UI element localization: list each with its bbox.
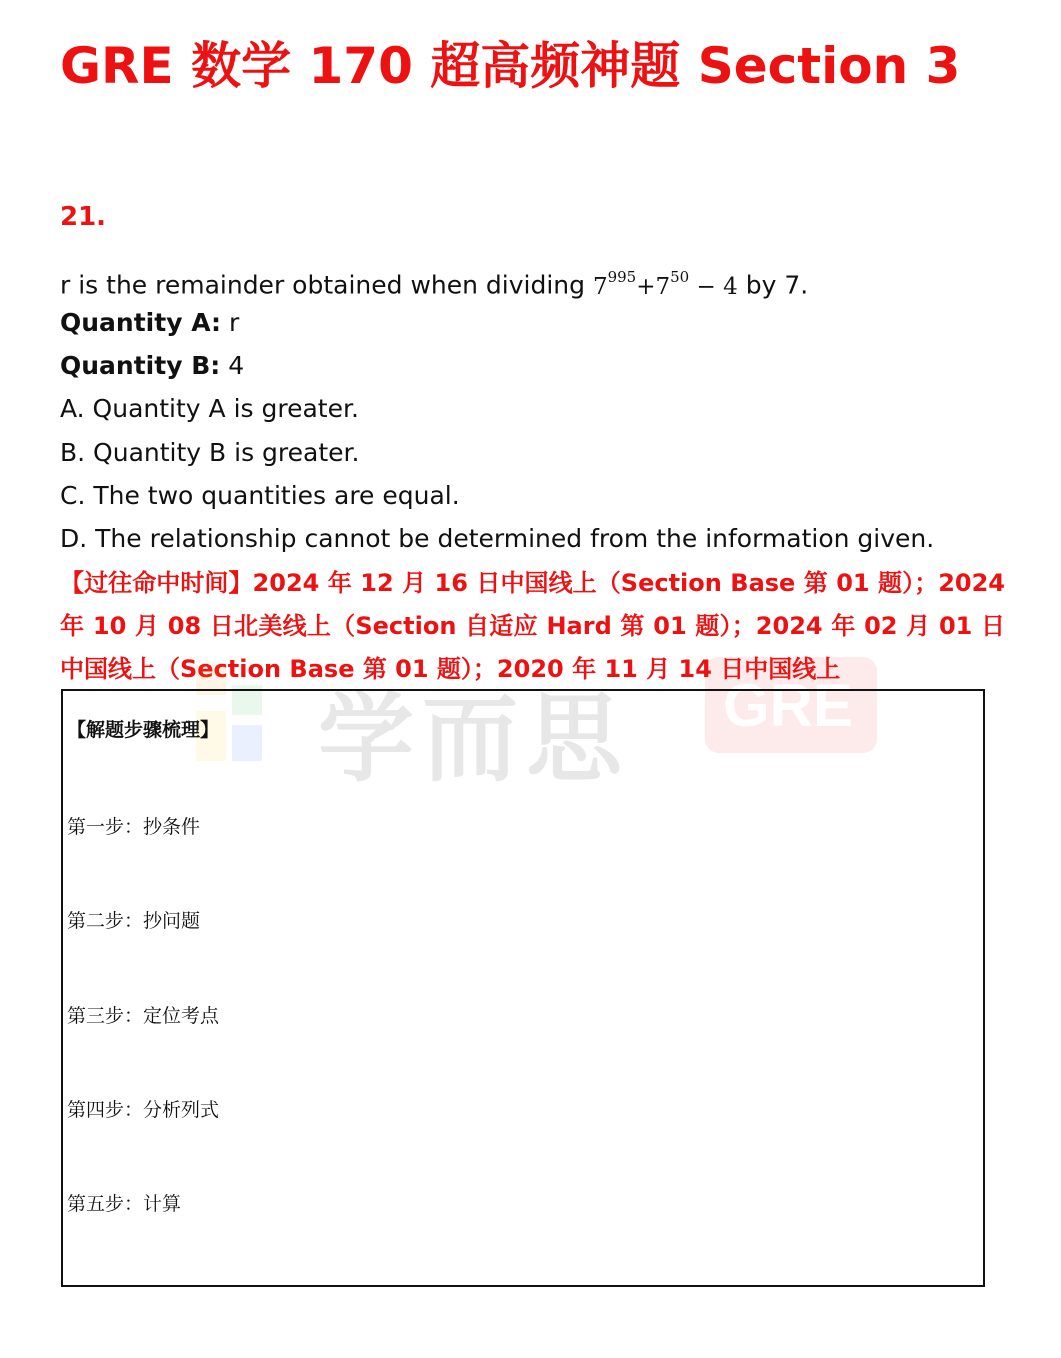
quantity-a-label: Quantity A: [60, 308, 221, 337]
past-appearances-note: 【过往命中时间】2024 年 12 月 16 日中国线上（Section Base 第 01 题）；2024 年 10 月 08 日北美线上（Section 自适应 Hard 第 01 题）；2024 年 02 月 01 日中国线上（Section Base 第 01 题）；2020 年 11 月 14 日中国线上 [60, 569, 1005, 683]
watermark-text: 学而思 [318, 683, 630, 795]
step-3: 第三步：定位考点 [67, 1005, 220, 1027]
quantity-b-value: 4 [220, 351, 245, 380]
option-b[interactable]: B. Quantity B is greater. [60, 438, 360, 467]
quantity-a-value: r [221, 308, 240, 337]
stem-prefix: r is the remainder obtained when dividing [60, 270, 593, 300]
math-expression [592, 268, 738, 300]
quantity-a [60, 306, 239, 340]
math-exponent-2: 50 [670, 268, 690, 286]
math-minus: − 4 [689, 273, 738, 300]
quantity-b [60, 349, 244, 383]
math-base-2: 7 [655, 273, 671, 300]
step-1: 第一步：抄条件 [67, 816, 201, 838]
steps-heading: 【解题步骤梳理】 [67, 719, 220, 741]
stem-suffix: by 7. [737, 270, 809, 300]
math-plus: + [636, 273, 656, 300]
page-title: GRE 数学 170 超高频神题 Section 3 [60, 37, 961, 95]
solution-steps-box [61, 689, 985, 1287]
math-base-1: 7 [592, 273, 608, 300]
step-5: 第五步：计算 [67, 1193, 182, 1215]
question-number: 21. [60, 202, 107, 232]
step-2: 第二步：抄问题 [67, 910, 201, 932]
option-a[interactable]: A. Quantity A is greater. [60, 394, 359, 423]
step-4: 第四步：分析列式 [67, 1099, 220, 1121]
option-c[interactable]: C. The two quantities are equal. [60, 481, 460, 510]
option-d[interactable]: D. The relationship cannot be determined from the information given. [60, 524, 935, 553]
math-exponent-1: 995 [607, 268, 637, 286]
question-stem [60, 263, 808, 304]
watermark-badge-text: GRE [723, 672, 854, 739]
quantity-b-label: Quantity B: [60, 351, 221, 380]
